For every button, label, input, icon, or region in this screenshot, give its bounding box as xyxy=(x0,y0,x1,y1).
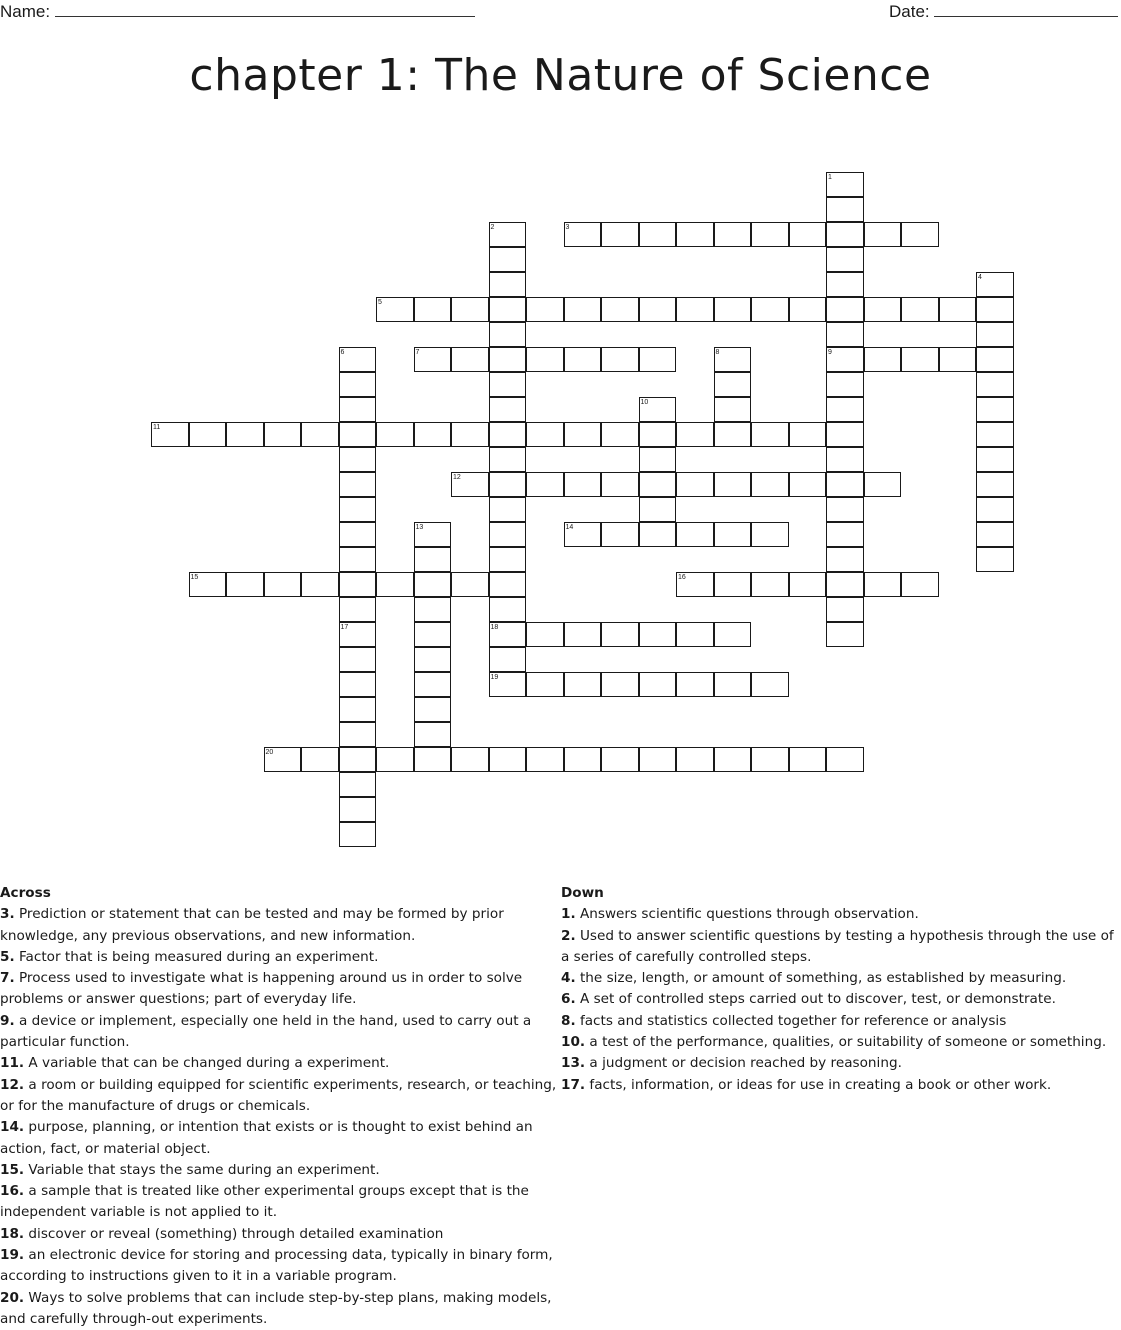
grid-cell[interactable] xyxy=(826,572,864,597)
clue-text: facts and statistics collected together for reference or analysis xyxy=(575,1012,1007,1029)
grid-cell[interactable] xyxy=(639,347,677,372)
grid-cell[interactable] xyxy=(976,347,1014,372)
across-clue xyxy=(0,947,557,968)
grid-cell[interactable] xyxy=(976,472,1014,497)
grid-cell[interactable] xyxy=(751,522,789,547)
grid-cell[interactable] xyxy=(826,297,864,322)
down-clue xyxy=(561,968,1121,989)
grid-cell[interactable] xyxy=(339,372,377,397)
down-clue xyxy=(561,1011,1121,1032)
grid-cell[interactable] xyxy=(564,297,602,322)
across-clues xyxy=(0,883,557,1330)
down-clues xyxy=(561,883,1121,1096)
grid-cell[interactable] xyxy=(826,397,864,422)
grid-cell[interactable] xyxy=(489,572,527,597)
grid-cell[interactable] xyxy=(676,422,714,447)
grid-cell[interactable] xyxy=(976,522,1014,547)
grid-cell[interactable] xyxy=(639,297,677,322)
grid-cell[interactable] xyxy=(339,822,377,847)
grid-cell[interactable] xyxy=(526,672,564,697)
grid-cell[interactable] xyxy=(301,747,339,772)
grid-cell[interactable] xyxy=(226,572,264,597)
grid-cell[interactable] xyxy=(976,447,1014,472)
clue-number: 5. xyxy=(0,948,15,965)
grid-cell[interactable] xyxy=(489,497,527,522)
grid-cell[interactable] xyxy=(451,747,489,772)
grid-cell[interactable] xyxy=(939,297,977,322)
clue-text: Factor that is being measured during an experiment. xyxy=(14,948,379,965)
grid-cell[interactable] xyxy=(639,497,677,522)
grid-cell[interactable] xyxy=(751,222,789,247)
grid-clue-number: 5 xyxy=(378,299,382,306)
grid-cell[interactable] xyxy=(339,497,377,522)
grid-cell[interactable] xyxy=(864,297,902,322)
grid-cell[interactable] xyxy=(601,422,639,447)
clue-text: an electronic device for storing and processing data, typically in binary form, according to instructions given to it in a variable program. xyxy=(0,1247,553,1285)
grid-clue-number: 18 xyxy=(490,624,499,631)
clue-number: 3. xyxy=(0,906,15,923)
clue-text: Answers scientific questions through observation. xyxy=(575,906,919,923)
clue-text: Variable that stays the same during an experiment. xyxy=(24,1161,380,1178)
clue-text: a sample that is treated like other experimental groups except that is the independent variable is not applied to it. xyxy=(0,1183,529,1221)
clue-number: 14. xyxy=(0,1119,25,1136)
grid-cell[interactable] xyxy=(526,347,564,372)
across-heading: Across xyxy=(0,885,51,901)
clue-text: discover or reveal (something) through detailed examination xyxy=(24,1225,444,1242)
grid-cell[interactable] xyxy=(901,297,939,322)
grid-cell[interactable] xyxy=(601,672,639,697)
name-label-text: Name: xyxy=(0,2,51,21)
grid-cell[interactable] xyxy=(714,747,752,772)
grid-cell[interactable] xyxy=(751,422,789,447)
grid-cell[interactable] xyxy=(864,472,902,497)
grid-cell[interactable] xyxy=(751,472,789,497)
grid-cell[interactable] xyxy=(976,497,1014,522)
grid-cell[interactable] xyxy=(339,572,377,597)
grid-cell[interactable] xyxy=(564,472,602,497)
grid-cell[interactable] xyxy=(489,547,527,572)
grid-cell[interactable] xyxy=(451,422,489,447)
grid-clue-number: 2 xyxy=(490,224,495,231)
grid-cell[interactable] xyxy=(414,572,452,597)
grid-cell[interactable] xyxy=(489,522,527,547)
grid-cell[interactable] xyxy=(751,297,789,322)
grid-cell[interactable] xyxy=(676,222,714,247)
grid-cell[interactable] xyxy=(339,422,377,447)
clue-number: 17. xyxy=(561,1076,586,1093)
grid-cell[interactable] xyxy=(339,522,377,547)
grid-cell[interactable] xyxy=(864,222,902,247)
grid-cell[interactable] xyxy=(414,672,452,697)
across-clue xyxy=(0,1181,557,1224)
across-clue xyxy=(0,1053,557,1074)
grid-cell[interactable] xyxy=(676,747,714,772)
clue-text: a room or building equipped for scientific experiments, research, or teaching, or for the manufacture of drugs or chemicals. xyxy=(0,1076,557,1114)
grid-clue-number: 8 xyxy=(715,349,720,356)
grid-cell[interactable] xyxy=(489,597,527,622)
across-clue xyxy=(0,1245,557,1288)
grid-cell[interactable] xyxy=(189,422,227,447)
grid-cell[interactable] xyxy=(601,747,639,772)
clue-number: 10. xyxy=(561,1034,586,1051)
clue-number: 12. xyxy=(0,1076,25,1093)
grid-clue-number: 14 xyxy=(565,524,574,531)
grid-cell[interactable] xyxy=(414,297,452,322)
grid-cell[interactable] xyxy=(826,222,864,247)
grid-cell[interactable] xyxy=(901,347,939,372)
grid-cell[interactable] xyxy=(976,372,1014,397)
grid-cell[interactable] xyxy=(714,422,752,447)
grid-clue-number: 11 xyxy=(153,424,161,431)
grid-cell[interactable] xyxy=(601,472,639,497)
grid-clue-number: 15 xyxy=(190,574,199,581)
grid-cell[interactable] xyxy=(339,447,377,472)
grid-clue-number: 10 xyxy=(640,399,649,406)
grid-cell[interactable] xyxy=(826,497,864,522)
grid-cell[interactable] xyxy=(526,472,564,497)
down-clue xyxy=(561,926,1121,969)
clue-number: 13. xyxy=(561,1055,586,1072)
grid-cell[interactable] xyxy=(639,672,677,697)
grid-clue-number: 4 xyxy=(978,274,982,281)
clue-text: A set of controlled steps carried out to discover, test, or demonstrate. xyxy=(575,991,1056,1008)
grid-cell[interactable] xyxy=(789,297,827,322)
clue-number: 7. xyxy=(0,970,15,987)
date-label-text: Date: xyxy=(889,2,930,21)
grid-cell[interactable] xyxy=(489,272,527,297)
grid-clue-number: 9 xyxy=(828,349,832,356)
grid-cell[interactable] xyxy=(376,747,414,772)
clue-number: 2. xyxy=(561,927,576,944)
grid-cell[interactable] xyxy=(526,422,564,447)
grid-cell[interactable] xyxy=(864,572,902,597)
grid-cell[interactable] xyxy=(226,422,264,447)
grid-cell[interactable] xyxy=(264,422,302,447)
grid-cell[interactable] xyxy=(301,572,339,597)
grid-cell[interactable] xyxy=(826,622,864,647)
grid-cell[interactable] xyxy=(714,472,752,497)
grid-cell[interactable] xyxy=(339,647,377,672)
clue-text: facts, information, or ideas for use in creating a book or other work. xyxy=(585,1076,1052,1093)
clue-text: a device or implement, especially one held in the hand, used to carry out a particular function. xyxy=(0,1012,532,1051)
grid-cell[interactable] xyxy=(526,622,564,647)
grid-cell[interactable] xyxy=(451,347,489,372)
grid-cell[interactable] xyxy=(639,522,677,547)
grid-cell[interactable] xyxy=(489,247,527,272)
grid-cell[interactable] xyxy=(789,472,827,497)
grid-cell[interactable] xyxy=(414,422,452,447)
grid-cell[interactable] xyxy=(339,747,377,772)
clue-number: 18. xyxy=(0,1225,25,1242)
down-clue xyxy=(561,1053,1121,1074)
grid-cell[interactable] xyxy=(864,347,902,372)
grid-cell[interactable] xyxy=(526,297,564,322)
grid-cell[interactable] xyxy=(339,797,377,822)
grid-cell[interactable] xyxy=(339,472,377,497)
grid-cell[interactable] xyxy=(826,547,864,572)
down-clue xyxy=(561,1032,1121,1053)
clue-number: 8. xyxy=(561,1012,576,1029)
grid-cell[interactable] xyxy=(789,572,827,597)
across-clue xyxy=(0,1288,557,1330)
grid-cell[interactable] xyxy=(826,597,864,622)
clue-text: Used to answer scientific questions by testing a hypothesis through the use of a series of carefully controlled steps. xyxy=(561,927,1114,965)
across-clue xyxy=(0,904,557,947)
grid-cell[interactable] xyxy=(789,747,827,772)
grid-cell[interactable] xyxy=(339,697,377,722)
clue-number: 15. xyxy=(0,1161,25,1178)
grid-cell[interactable] xyxy=(714,372,752,397)
grid-cell[interactable] xyxy=(676,522,714,547)
grid-cell[interactable] xyxy=(826,472,864,497)
grid-cell[interactable] xyxy=(751,672,789,697)
grid-clue-number: 7 xyxy=(415,349,420,356)
grid-cell[interactable] xyxy=(489,647,527,672)
grid-cell[interactable] xyxy=(376,572,414,597)
grid-clue-number: 17 xyxy=(340,624,349,631)
grid-cell[interactable] xyxy=(264,572,302,597)
clue-number: 6. xyxy=(561,991,576,1008)
clue-text: purpose, planning, or intention that exists or is thought to exist behind an action, fact, or material object. xyxy=(0,1119,533,1157)
grid-cell[interactable] xyxy=(489,347,527,372)
grid-cell[interactable] xyxy=(414,622,452,647)
grid-cell[interactable] xyxy=(339,397,377,422)
grid-cell[interactable] xyxy=(414,647,452,672)
grid-cell[interactable] xyxy=(451,572,489,597)
grid-cell[interactable] xyxy=(414,597,452,622)
grid-cell[interactable] xyxy=(714,622,752,647)
clue-number: 20. xyxy=(0,1289,25,1306)
grid-cell[interactable] xyxy=(826,372,864,397)
grid-cell[interactable] xyxy=(826,197,864,222)
grid-clue-number: 12 xyxy=(453,474,461,481)
grid-clue-number: 20 xyxy=(265,749,274,756)
grid-cell[interactable] xyxy=(714,297,752,322)
clue-text: Process used to investigate what is happening around us in order to solve problems or answer questions; part of everyday life. xyxy=(0,970,523,1008)
grid-cell[interactable] xyxy=(414,747,452,772)
clue-number: 1. xyxy=(561,906,576,923)
grid-cell[interactable] xyxy=(826,422,864,447)
grid-cell[interactable] xyxy=(976,297,1014,322)
grid-clue-number: 3 xyxy=(565,224,570,231)
grid-cell[interactable] xyxy=(489,447,527,472)
grid-cell[interactable] xyxy=(676,472,714,497)
clue-text: A variable that can be changed during a experiment. xyxy=(24,1055,390,1072)
grid-cell[interactable] xyxy=(639,422,677,447)
grid-cell[interactable] xyxy=(526,747,564,772)
grid-cell[interactable] xyxy=(601,622,639,647)
grid-cell[interactable] xyxy=(601,222,639,247)
grid-cell[interactable] xyxy=(901,572,939,597)
across-clue xyxy=(0,1160,557,1181)
grid-cell[interactable] xyxy=(826,322,864,347)
grid-cell[interactable] xyxy=(489,747,527,772)
grid-cell[interactable] xyxy=(489,372,527,397)
grid-cell[interactable] xyxy=(601,347,639,372)
grid-cell[interactable] xyxy=(751,747,789,772)
grid-cell[interactable] xyxy=(301,422,339,447)
across-clue xyxy=(0,1224,557,1245)
grid-cell[interactable] xyxy=(414,722,452,747)
across-clue xyxy=(0,1117,557,1160)
grid-cell[interactable] xyxy=(414,547,452,572)
clue-text: the size, length, or amount of something, as established by measuring. xyxy=(575,970,1067,987)
grid-cell[interactable] xyxy=(376,422,414,447)
grid-clue-number: 16 xyxy=(678,574,686,581)
grid-cell[interactable] xyxy=(976,397,1014,422)
grid-clue-number: 13 xyxy=(415,524,424,531)
grid-cell[interactable] xyxy=(714,522,752,547)
grid-cell[interactable] xyxy=(714,672,752,697)
grid-cell[interactable] xyxy=(789,222,827,247)
clue-text: Prediction or statement that can be tested and may be formed by prior knowledge, any previous observations, and new information. xyxy=(0,906,504,944)
grid-cell[interactable] xyxy=(976,547,1014,572)
grid-clue-number: 19 xyxy=(490,674,499,681)
grid-cell[interactable] xyxy=(976,422,1014,447)
page-title: chapter 1: The Nature of Science xyxy=(189,50,932,101)
grid-cell[interactable] xyxy=(564,347,602,372)
grid-cell[interactable] xyxy=(714,572,752,597)
down-clue xyxy=(561,989,1121,1010)
grid-cell[interactable] xyxy=(714,397,752,422)
across-clue xyxy=(0,1075,557,1118)
grid-cell[interactable] xyxy=(901,222,939,247)
grid-cell[interactable] xyxy=(339,547,377,572)
clue-number: 19. xyxy=(0,1247,25,1264)
grid-cell[interactable] xyxy=(789,422,827,447)
grid-cell[interactable] xyxy=(601,297,639,322)
across-clue xyxy=(0,1011,557,1054)
grid-cell[interactable] xyxy=(826,272,864,297)
grid-cell[interactable] xyxy=(489,397,527,422)
grid-cell[interactable] xyxy=(826,522,864,547)
grid-cell[interactable] xyxy=(639,222,677,247)
grid-cell[interactable] xyxy=(564,622,602,647)
clue-number: 4. xyxy=(561,970,576,987)
grid-cell[interactable] xyxy=(414,697,452,722)
grid-cell[interactable] xyxy=(339,772,377,797)
grid-cell[interactable] xyxy=(939,347,977,372)
across-clue xyxy=(0,968,557,1011)
down-heading: Down xyxy=(561,885,604,901)
grid-cell[interactable] xyxy=(676,297,714,322)
grid-cell[interactable] xyxy=(976,322,1014,347)
grid-cell[interactable] xyxy=(714,222,752,247)
grid-cell[interactable] xyxy=(489,322,527,347)
grid-cell[interactable] xyxy=(451,297,489,322)
grid-cell[interactable] xyxy=(339,597,377,622)
grid-cell[interactable] xyxy=(601,522,639,547)
grid-cell[interactable] xyxy=(489,297,527,322)
grid-cell[interactable] xyxy=(564,747,602,772)
grid-cell[interactable] xyxy=(826,247,864,272)
grid-cell[interactable] xyxy=(639,622,677,647)
clue-number: 16. xyxy=(0,1183,25,1200)
clue-text: Ways to solve problems that can include step-by-step plans, making models, and carefully through-out experiments. xyxy=(0,1289,552,1327)
grid-cell[interactable] xyxy=(339,672,377,697)
down-clue xyxy=(561,1075,1121,1096)
clue-text: a judgment or decision reached by reasoning. xyxy=(585,1055,902,1072)
grid-clue-number: 6 xyxy=(340,349,345,356)
grid-clue-number: 1 xyxy=(828,174,832,181)
clue-number: 11. xyxy=(0,1055,25,1072)
grid-cell[interactable] xyxy=(564,672,602,697)
down-clue xyxy=(561,904,1121,925)
clue-number: 9. xyxy=(0,1012,15,1029)
grid-cell[interactable] xyxy=(751,572,789,597)
grid-cell[interactable] xyxy=(639,472,677,497)
grid-cell[interactable] xyxy=(826,747,864,772)
grid-cell[interactable] xyxy=(564,422,602,447)
grid-cell[interactable] xyxy=(676,622,714,647)
grid-cell[interactable] xyxy=(639,747,677,772)
grid-cell[interactable] xyxy=(489,472,527,497)
grid-cell[interactable] xyxy=(639,447,677,472)
clue-text: a test of the performance, qualities, or suitability of someone or something. xyxy=(585,1034,1107,1051)
grid-cell[interactable] xyxy=(826,447,864,472)
grid-cell[interactable] xyxy=(489,422,527,447)
grid-cell[interactable] xyxy=(339,722,377,747)
grid-cell[interactable] xyxy=(676,672,714,697)
